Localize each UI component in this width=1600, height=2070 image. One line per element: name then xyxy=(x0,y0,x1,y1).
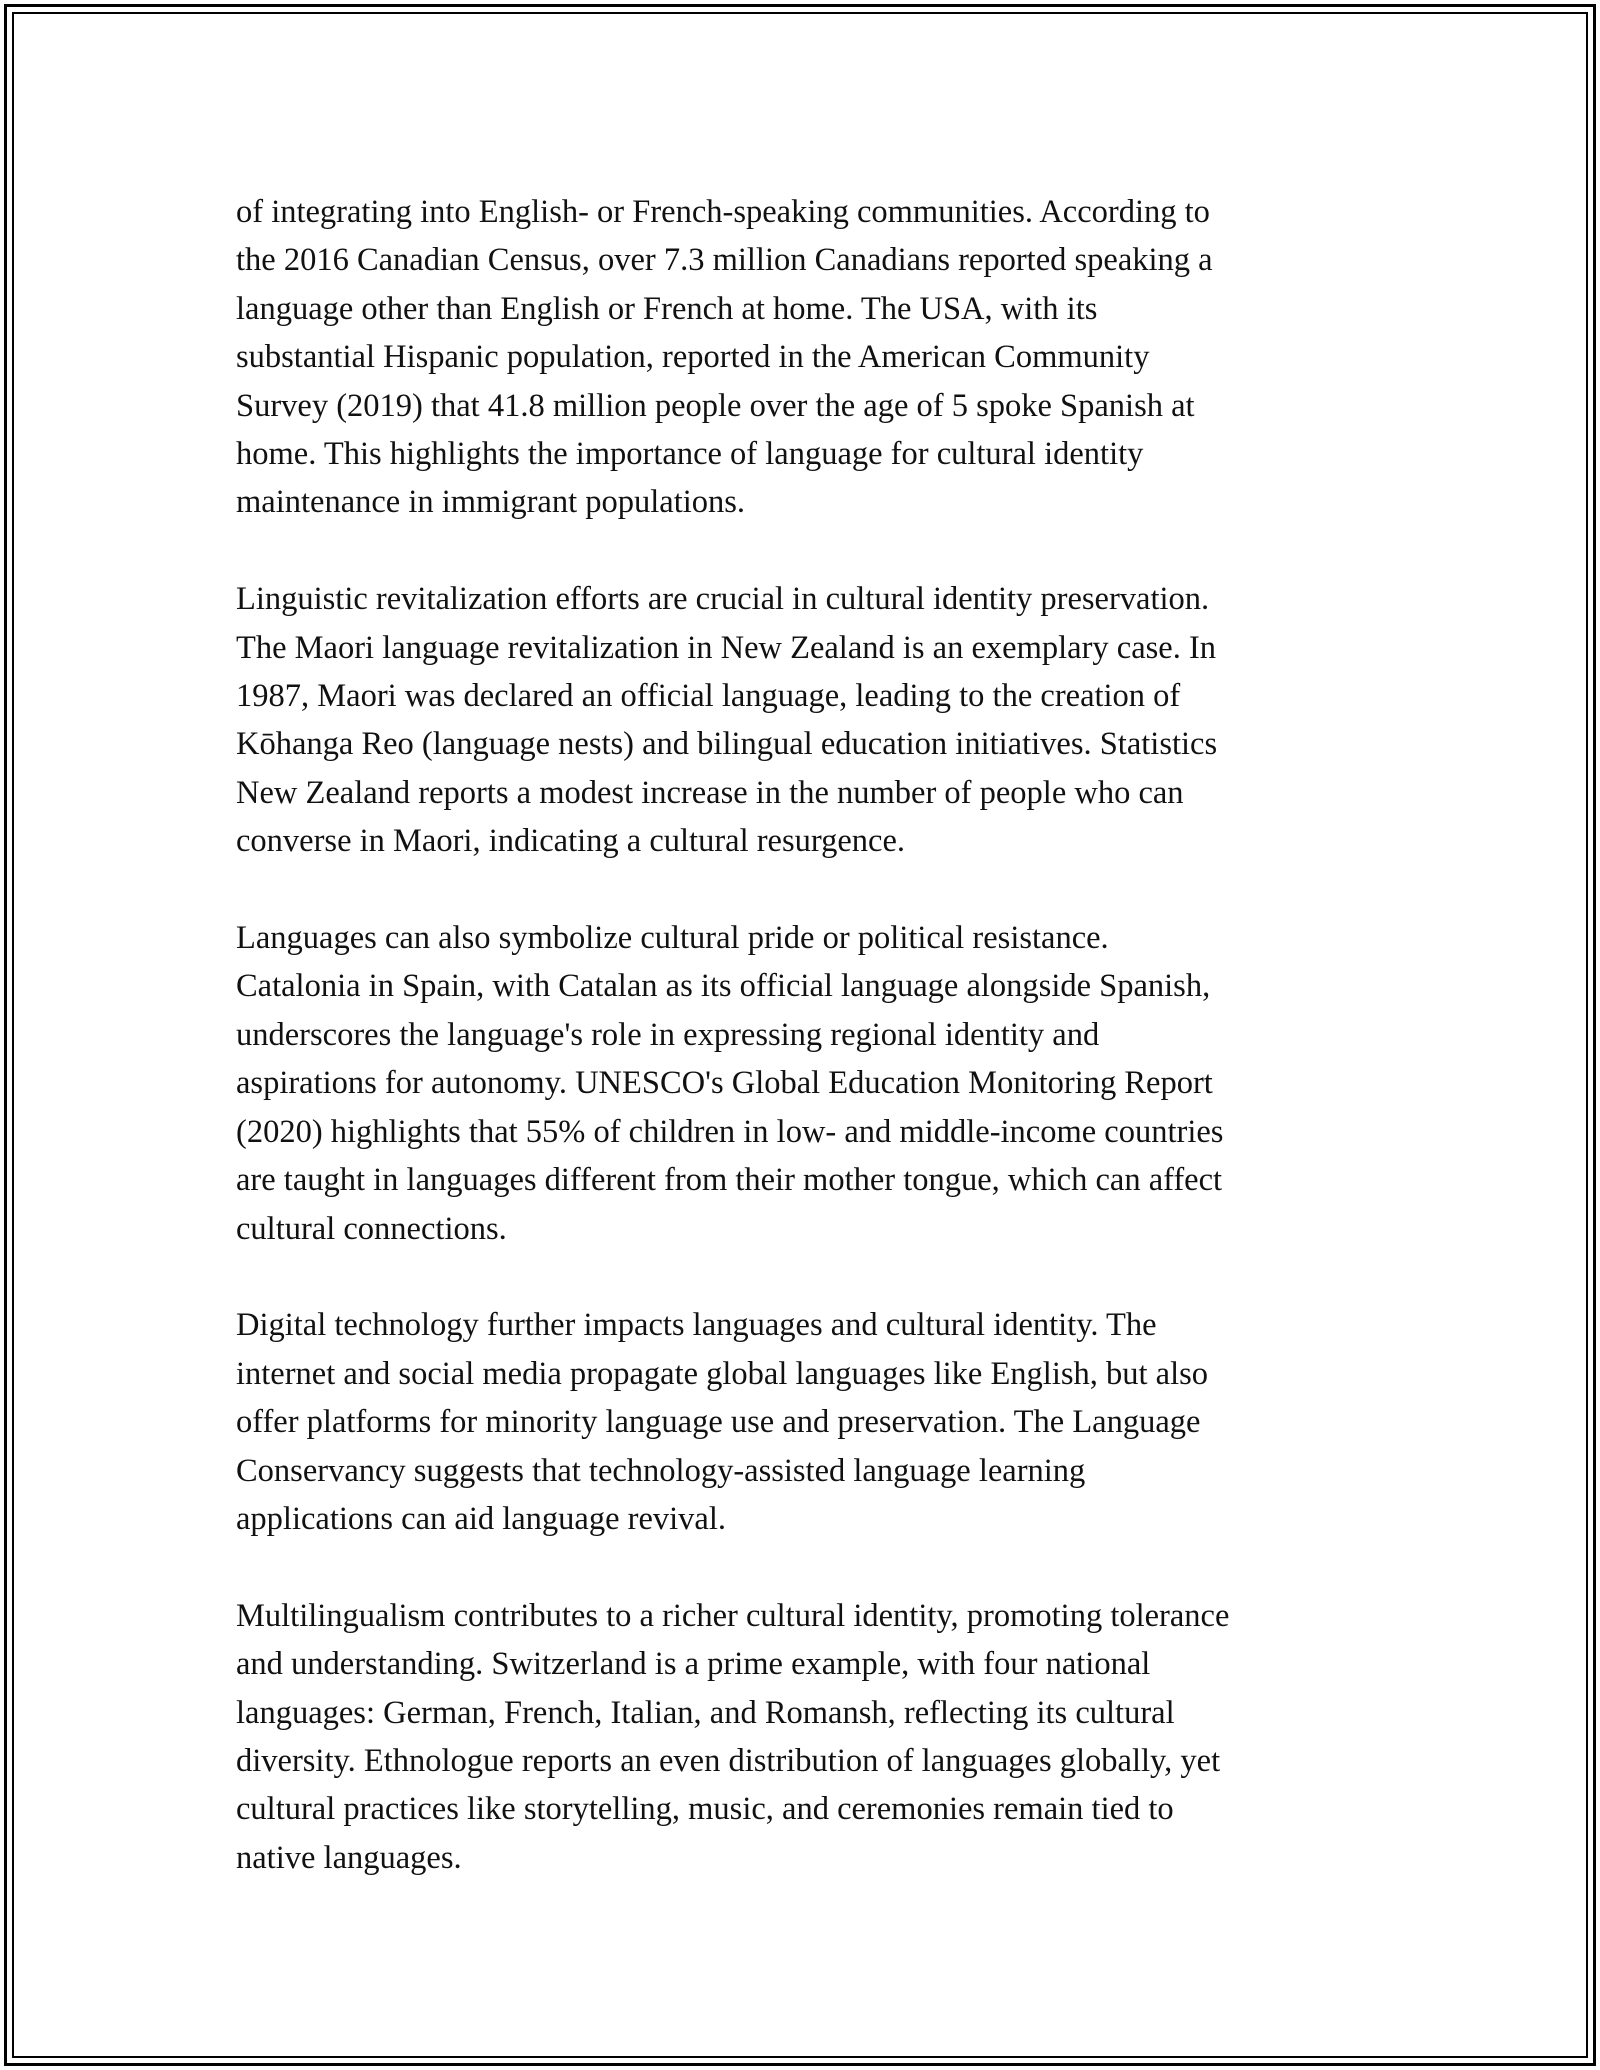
document-body xyxy=(236,188,1376,1931)
paragraph-digital-technology: Digital technology further impacts languages and cultural identity. The internet and social media propagate global languages like English, but also offer platforms for minority language use and preservation. The Language Conservancy suggests that technology-assisted language learning applications can aid language revival. xyxy=(236,1307,1209,1537)
paragraph-multilingualism: Multilingualism contributes to a richer cultural identity, promoting tolerance and understanding. Switzerland is a prime example, with four national languages: German, French, Italian, and Romansh, reflecting its cultural diversity. Ethnologue reports an even distribution of languages globally, yet cultural practices like storytelling, music, and ceremonies remain tied to native languages. xyxy=(236,1597,1230,1876)
paragraph-linguistic-revitalization: Linguistic revitalization efforts are crucial in cultural identity preservation. The Maori language revitalization in New Zealand is an exemplary case. In 1987, Maori was declared an official language, leading to the creation of Kōhanga Reo (language nests) and bilingual education initiatives. Statistics New Zealand reports a modest increase in the number of people who can converse in Maori, indicating a cultural resurgence. xyxy=(236,581,1218,860)
paragraph-cultural-pride: Languages can also symbolize cultural pride or political resistance. Catalonia in Spain, with Catalan as its official language alongside Spanish, underscores the language's role in expressing regional identity and aspirations for autonomy. UNESCO's Global Education Monitoring Report (2020) highlights that 55% of children in low- and middle-income countries are taught in languages different from their mother tongue, which can affect cultural connections. xyxy=(236,920,1224,1247)
paragraph-immigrant-languages: of integrating into English- or French-speaking communities. According to the 2016 Canadian Census, over 7.3 million Canadians reported speaking a language other than English or French at home. The USA, with its substantial Hispanic population, reported in the American Community Survey (2019) that 41.8 million people over the age of 5 spoke Spanish at home. This highlights the importance of language for cultural identity maintenance in immigrant populations. xyxy=(236,194,1213,521)
